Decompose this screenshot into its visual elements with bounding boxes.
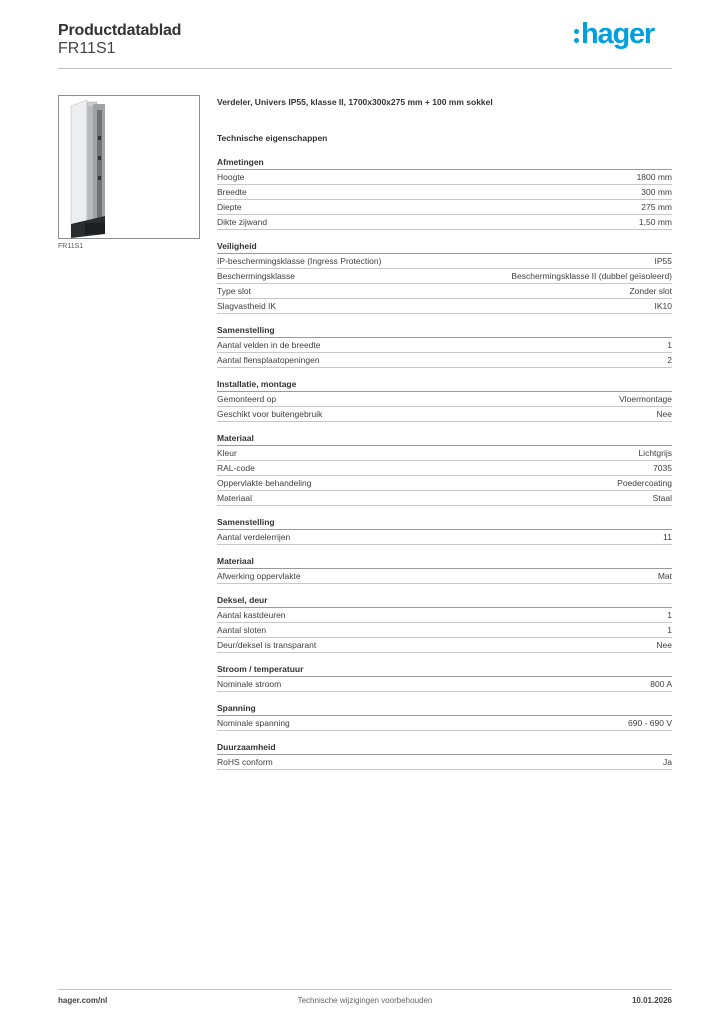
spec-value: 1800 mm [636,172,672,182]
spec-label: Aantal kastdeuren [217,610,286,620]
spec-row [217,353,672,368]
spec-group [217,593,672,653]
spec-label: Deur/deksel is transparant [217,640,317,650]
spec-value: Ja [663,757,672,767]
spec-group [217,554,672,584]
spec-value: 275 mm [641,202,672,212]
spec-value: Staal [652,493,672,503]
spec-group-title: Afmetingen [217,155,672,170]
spec-label: Nominale spanning [217,718,290,728]
spec-group-title: Deksel, deur [217,593,672,608]
spec-label: Aantal velden in de breedte [217,340,321,350]
spec-row [217,215,672,230]
hager-logo [574,20,654,48]
spec-label: Slagvastheid IK [217,301,277,311]
spec-group-title: Veiligheid [217,239,672,254]
spec-label: Aantal verdelerrijen [217,532,291,542]
spec-value: Nee [656,409,672,419]
spec-row [217,446,672,461]
spec-group [217,662,672,692]
spec-value: 1,50 mm [638,217,672,227]
spec-label: Oppervlakte behandeling [217,478,312,488]
footer-website-link[interactable]: hager.com/nl [58,996,108,1005]
spec-groups [217,155,672,770]
spec-group [217,239,672,314]
spec-label: Aantal flensplaatopeningen [217,355,320,365]
spec-group [217,701,672,731]
spec-value: IK10 [654,301,672,311]
document-title: Productdatablad [58,22,182,39]
spec-group-title: Installatie, montage [217,377,672,392]
spec-row [217,755,672,770]
footer-divider [58,989,672,990]
spec-row [217,491,672,506]
image-caption: FR11S1 [58,243,84,250]
spec-value: IP55 [654,256,672,266]
spec-label: Geschikt voor buitengebruik [217,409,323,419]
spec-row [217,392,672,407]
spec-row [217,254,672,269]
spec-value: Beschermingsklasse II (dubbel geïsoleerd) [511,271,672,281]
spec-row [217,284,672,299]
spec-group [217,740,672,770]
spec-row [217,677,672,692]
spec-group [217,431,672,506]
spec-group-title: Samenstelling [217,323,672,338]
product-code: FR11S1 [58,40,116,57]
spec-value: 1 [667,610,672,620]
spec-row [217,200,672,215]
footer-disclaimer: Technische wijzigingen voorbehouden [297,996,433,1005]
spec-label: Diepte [217,202,242,212]
spec-row [217,608,672,623]
spec-value: Poedercoating [617,478,672,488]
spec-label: Type slot [217,286,252,296]
spec-label: Beschermingsklasse [217,271,295,281]
spec-row [217,569,672,584]
spec-label: Gemonteerd op [217,394,277,404]
spec-label: Hoogte [217,172,245,182]
spec-group-title: Duurzaamheid [217,740,672,755]
spec-group [217,377,672,422]
spec-group-title: Spanning [217,701,672,716]
spec-row [217,530,672,545]
spec-group [217,515,672,545]
spec-value: 7035 [653,463,672,473]
spec-label: Aantal sloten [217,625,267,635]
page-footer [58,996,672,1008]
spec-value: 1 [667,340,672,350]
spec-value: Nee [656,640,672,650]
spec-group-title: Materiaal [217,554,672,569]
footer-date: 10.01.2026 [631,996,672,1005]
spec-value: 690 - 690 V [628,718,672,728]
spec-content [217,95,672,770]
page-header [58,20,672,68]
spec-label: Nominale stroom [217,679,282,689]
spec-label: Kleur [217,448,237,458]
spec-row [217,299,672,314]
spec-group-title: Materiaal [217,431,672,446]
spec-group [217,155,672,230]
product-image [58,95,200,239]
spec-row [217,338,672,353]
spec-value: Zonder slot [629,286,672,296]
spec-row [217,185,672,200]
spec-value: 300 mm [641,187,672,197]
spec-value: 1 [667,625,672,635]
spec-row [217,269,672,284]
spec-group-title: Stroom / temperatuur [217,662,672,677]
spec-value: 800 A [650,679,672,689]
spec-row [217,638,672,653]
spec-row [217,623,672,638]
spec-value: Mat [657,571,672,581]
spec-value: 11 [663,532,672,542]
logo-wordmark: hager [581,18,654,50]
spec-row [217,476,672,491]
spec-label: IP-beschermingsklasse (Ingress Protection) [217,256,382,266]
spec-row [217,170,672,185]
spec-group [217,323,672,368]
spec-label: RAL-code [217,463,255,473]
spec-label: Afwerking oppervlakte [217,571,301,581]
spec-row [217,407,672,422]
spec-label: Materiaal [217,493,252,503]
logo-dots-icon [574,29,579,43]
spec-value: Vloermontage [619,394,672,404]
header-divider [58,68,672,69]
spec-value: 2 [667,355,672,365]
spec-value: Lichtgrijs [638,448,672,458]
spec-row [217,461,672,476]
section-heading: Technische eigenschappen [217,133,328,143]
spec-label: Dikte zijwand [217,217,268,227]
cabinet-illustration-icon [59,96,199,238]
spec-label: RoHS conform [217,757,273,767]
spec-row [217,716,672,731]
spec-label: Breedte [217,187,247,197]
product-description: Verdeler, Univers IP55, klasse II, 1700x300x275 mm + 100 mm sokkel [217,97,493,107]
spec-group-title: Samenstelling [217,515,672,530]
